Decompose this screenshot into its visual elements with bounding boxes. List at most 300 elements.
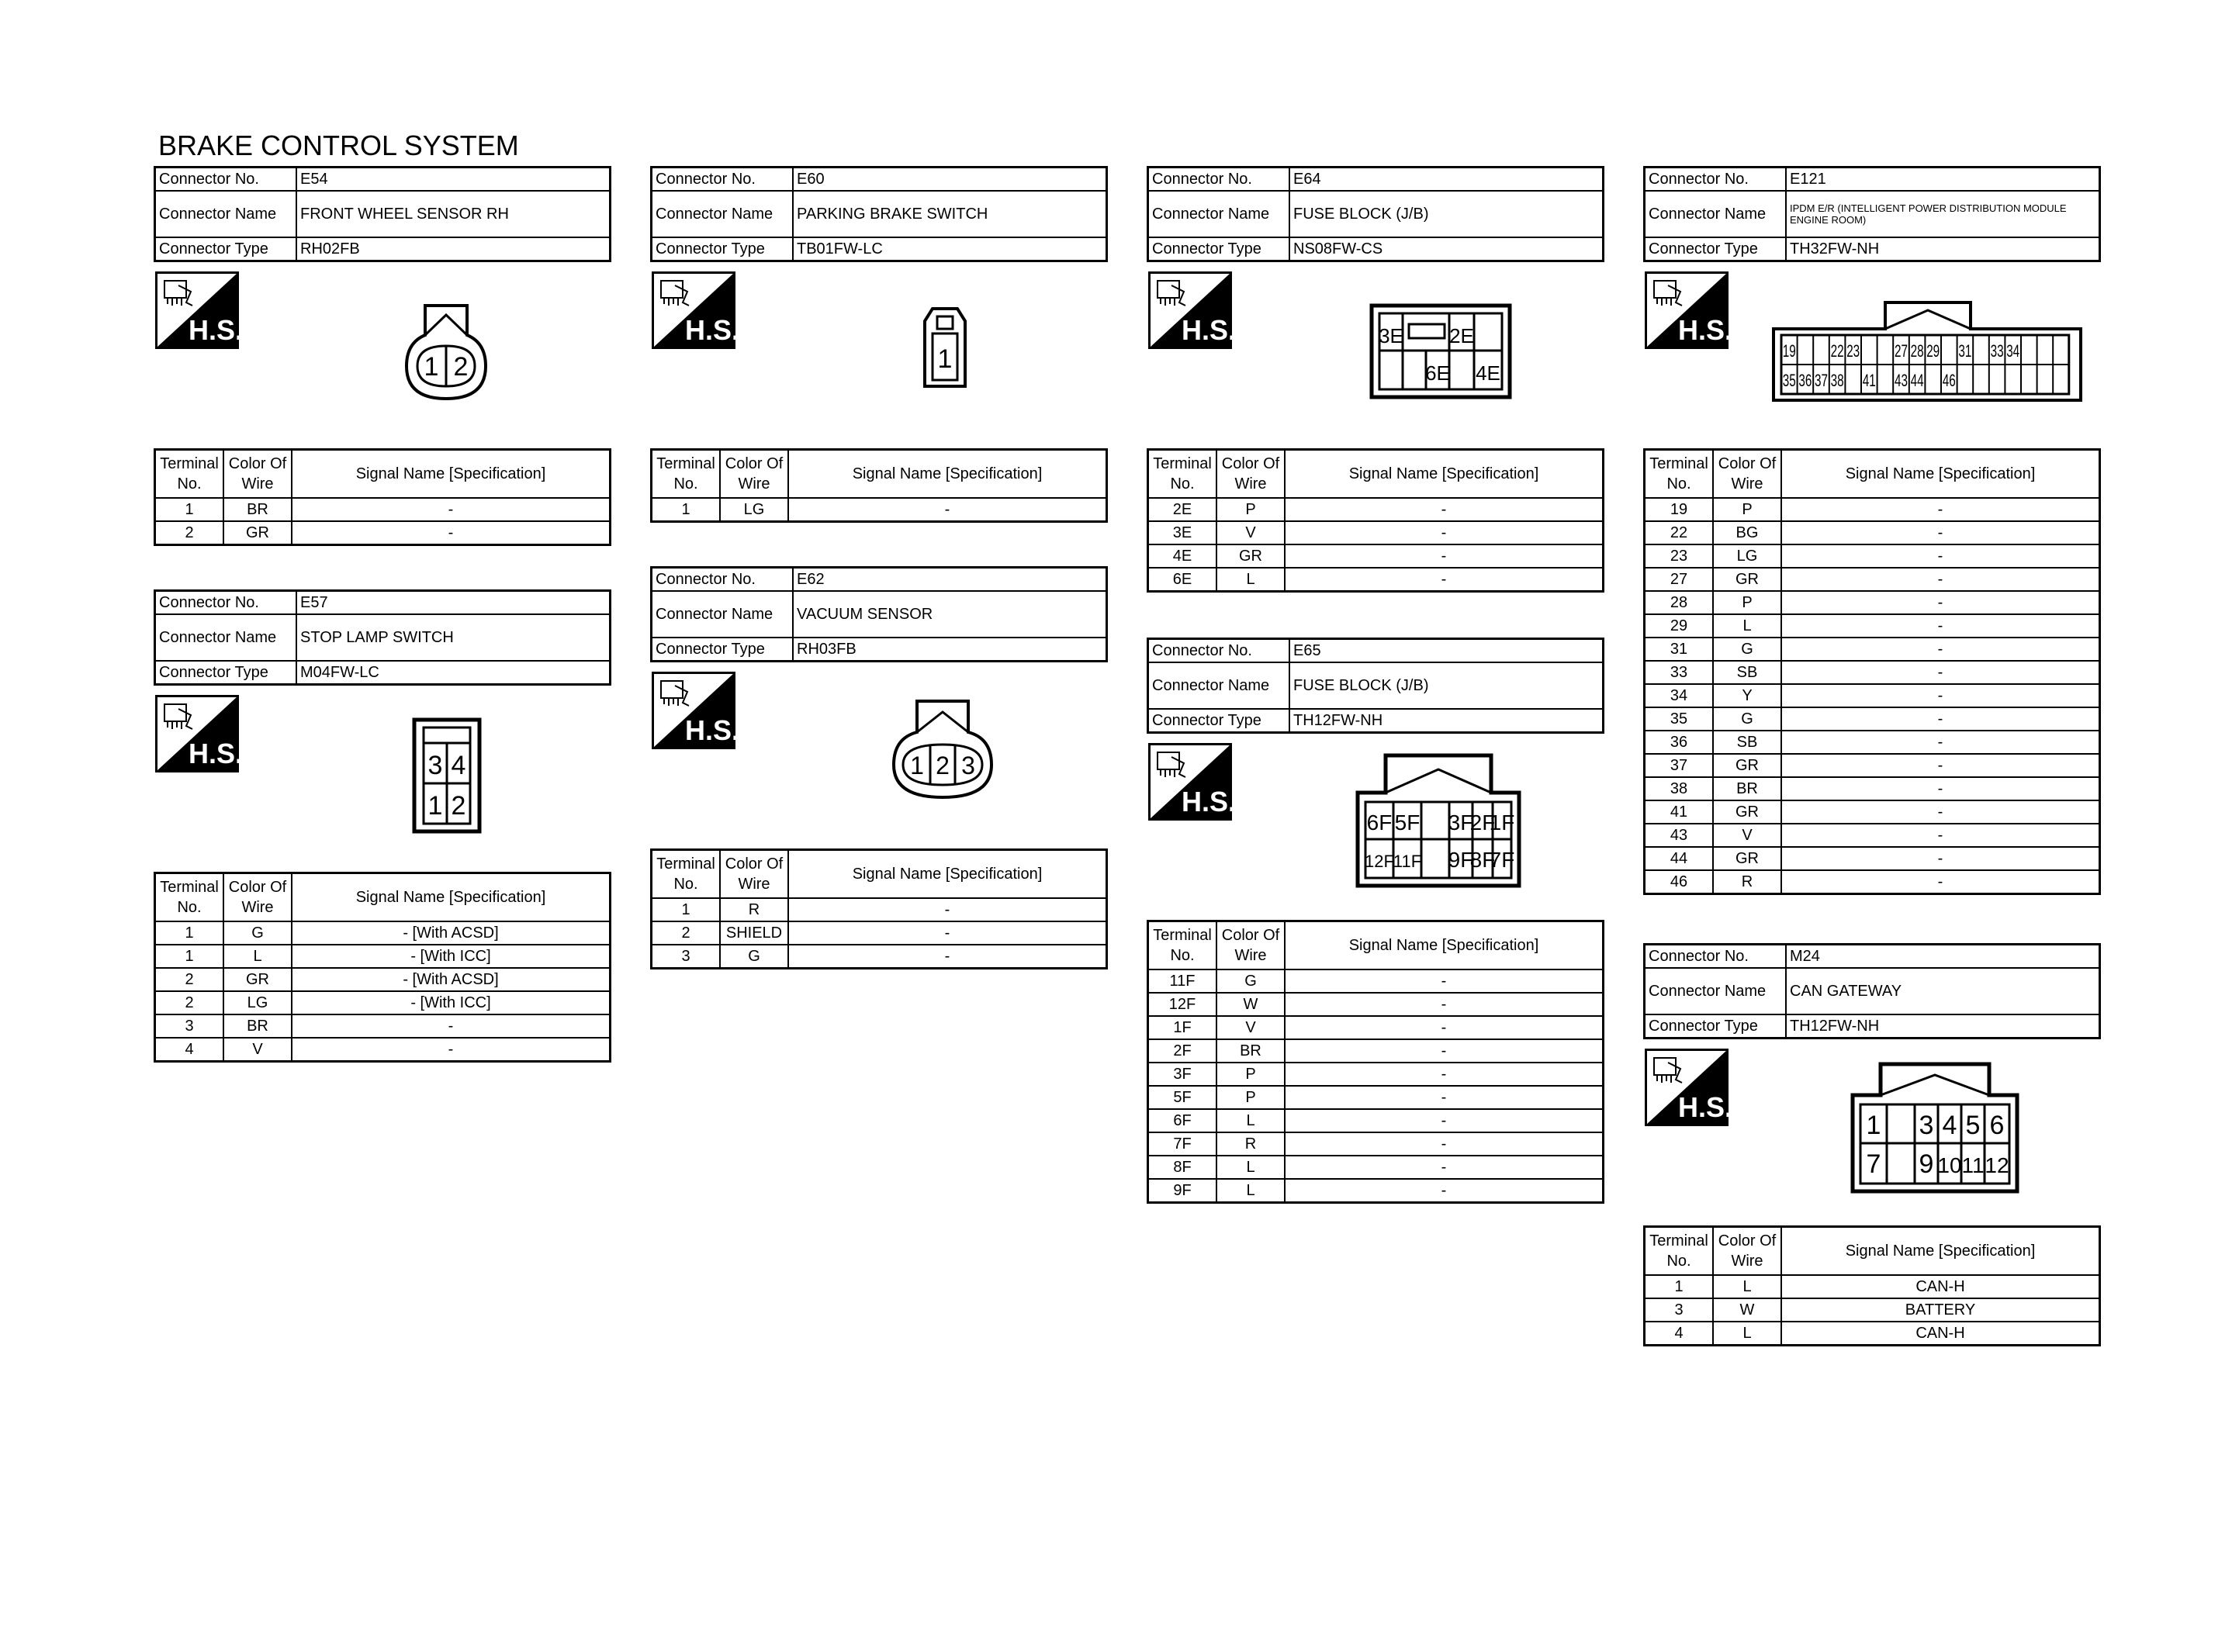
wire-color-cell: V (1216, 1016, 1285, 1039)
table-row (1645, 544, 2100, 568)
connector-no-value: E57 (296, 591, 611, 615)
hs-label: H.S. (188, 738, 239, 769)
pin-label: 5F (1394, 810, 1421, 835)
table-row (155, 1014, 611, 1038)
terminal-no-cell: 4 (155, 1038, 224, 1062)
terminal-no-cell: 33 (1645, 661, 1714, 684)
table-row (1645, 568, 2100, 591)
terminal-no-cell: 1 (155, 921, 224, 945)
connector-name-label: Connector Name (1148, 662, 1290, 709)
pin-label: 7 (1866, 1149, 1881, 1179)
terminal-table-e60 (650, 448, 1108, 523)
wire-color-cell: R (720, 898, 788, 921)
pin-label: 11 (1961, 1153, 1985, 1177)
wire-color-cell: GR (1713, 568, 1781, 591)
signal-name-cell: - (1285, 568, 1604, 592)
connector-info-e65 (1147, 638, 1604, 734)
wire-color-cell: V (223, 1038, 292, 1062)
pin-label: 19 (1782, 341, 1796, 361)
signal-name-header: Signal Name [Specification] (1285, 921, 1604, 970)
connector-no-label: Connector No. (1148, 168, 1290, 192)
table-row (1645, 498, 2100, 521)
signal-name-cell: - (292, 521, 611, 545)
terminal-no-cell: 1 (1645, 1275, 1714, 1298)
connector-no-value: M24 (1786, 945, 2100, 969)
table-row (155, 921, 611, 945)
terminal-table-e54 (154, 448, 611, 546)
terminal-no-cell: 11F (1148, 969, 1217, 993)
wire-color-cell: P (1216, 498, 1285, 521)
terminal-no-cell: 3E (1148, 521, 1217, 544)
wire-color-cell: SB (1713, 661, 1781, 684)
connector-name-label: Connector Name (1148, 191, 1290, 237)
table-row (1645, 661, 2100, 684)
connector-name-value: PARKING BRAKE SWITCH (793, 191, 1107, 237)
connector-name-label: Connector Name (652, 591, 794, 638)
signal-name-cell: - [With ACSD] (292, 921, 611, 945)
connector-name-value: VACUUM SENSOR (793, 591, 1107, 638)
terminal-no-cell: 1 (155, 498, 224, 521)
color-of-wire-header: Color Of Wire (1216, 921, 1285, 970)
terminal-table-e62 (650, 848, 1108, 969)
table-row (155, 1038, 611, 1062)
pin-label: 23 (1846, 341, 1860, 361)
signal-name-cell: - (1285, 1156, 1604, 1179)
pin-label: 10 (1937, 1153, 1962, 1177)
connector-no-value: E121 (1786, 168, 2100, 192)
terminal-no-cell: 4 (1645, 1322, 1714, 1346)
signal-name-cell: - (1285, 1086, 1604, 1109)
connector-name-value: FUSE BLOCK (J/B) (1289, 662, 1604, 709)
terminal-no-header: Terminal No. (652, 850, 721, 899)
terminal-no-header: Terminal No. (1148, 450, 1217, 499)
signal-name-cell: - (1781, 638, 2100, 661)
wire-color-cell: P (1713, 498, 1781, 521)
pin-label: 7F (1489, 848, 1515, 872)
wire-color-cell: BR (223, 498, 292, 521)
signal-name-cell: - (788, 898, 1107, 921)
table-row (1645, 847, 2100, 870)
harness-side-icon (1148, 743, 1232, 821)
signal-name-header: Signal Name [Specification] (788, 850, 1107, 899)
signal-name-cell: - (1285, 1179, 1604, 1203)
terminal-no-cell: 4E (1148, 544, 1217, 568)
pin-label: 9 (1919, 1149, 1934, 1179)
connector-no-value: E54 (296, 168, 611, 192)
terminal-no-header: Terminal No. (1645, 450, 1714, 499)
wire-color-cell: L (1216, 568, 1285, 592)
terminal-no-cell: 6E (1148, 568, 1217, 592)
wire-color-cell: L (1216, 1179, 1285, 1203)
pin-label: 1 (427, 791, 443, 821)
terminal-no-cell: 1 (155, 945, 224, 968)
wire-color-cell: SB (1713, 731, 1781, 754)
signal-name-cell: - (1285, 498, 1604, 521)
connector-no-label: Connector No. (155, 168, 297, 192)
signal-name-cell: - (292, 498, 611, 521)
table-row (1645, 1298, 2100, 1322)
harness-side-icon (155, 271, 239, 349)
pin-label: 4E (1476, 361, 1500, 385)
color-of-wire-header: Color Of Wire (720, 450, 788, 499)
connector-name-label: Connector Name (652, 191, 794, 237)
terminal-no-cell: 3 (1645, 1298, 1714, 1322)
terminal-no-cell: 2 (155, 991, 224, 1014)
signal-name-cell: - (788, 498, 1107, 522)
signal-name-cell: - (1285, 1132, 1604, 1156)
connector-type-label: Connector Type (652, 237, 794, 261)
signal-name-cell: - (1781, 847, 2100, 870)
connector-name-label: Connector Name (155, 191, 297, 237)
terminal-no-cell: 5F (1148, 1086, 1217, 1109)
page-title: BRAKE CONTROL SYSTEM (158, 130, 519, 161)
table-row (652, 921, 1107, 945)
terminal-no-cell: 23 (1645, 544, 1714, 568)
connector-face-e60 (922, 306, 968, 393)
connector-type-value: NS08FW-CS (1289, 237, 1604, 261)
pin-label: 4 (451, 751, 466, 780)
table-row (1148, 521, 1604, 544)
connector-type-label: Connector Type (155, 237, 297, 261)
signal-name-cell: - (292, 1038, 611, 1062)
connector-name-value: CAN GATEWAY (1786, 968, 2100, 1014)
connector-type-label: Connector Type (1148, 709, 1290, 733)
table-row (1148, 1132, 1604, 1156)
terminal-table-m24 (1643, 1225, 2101, 1346)
signal-name-cell: BATTERY (1781, 1298, 2100, 1322)
harness-side-icon (155, 695, 239, 772)
wire-color-cell: GR (1713, 754, 1781, 777)
wire-color-cell: G (1713, 638, 1781, 661)
pin-label: 6 (1989, 1111, 2005, 1140)
terminal-no-cell: 12F (1148, 993, 1217, 1016)
pin-label: 2 (453, 352, 469, 382)
pin-label: 9F (1448, 848, 1474, 872)
connector-no-value: E60 (793, 168, 1107, 192)
wire-color-cell: R (1713, 870, 1781, 894)
pin-label: 3E (1379, 324, 1403, 347)
wire-color-cell: L (1216, 1109, 1285, 1132)
hs-label: H.S. (684, 314, 735, 346)
signal-name-cell: - (1781, 824, 2100, 847)
signal-name-cell: - (1781, 777, 2100, 800)
pin-label: 46 (1942, 371, 1956, 390)
wire-color-cell: BR (223, 1014, 292, 1038)
connector-type-label: Connector Type (1645, 237, 1787, 261)
wire-color-cell: G (1216, 969, 1285, 993)
table-row (1148, 1086, 1604, 1109)
connector-type-label: Connector Type (1148, 237, 1290, 261)
connector-type-value: TB01FW-LC (793, 237, 1107, 261)
connector-info-e64 (1147, 166, 1604, 262)
terminal-no-cell: 38 (1645, 777, 1714, 800)
terminal-no-cell: 2F (1148, 1039, 1217, 1063)
wire-color-cell: V (1216, 521, 1285, 544)
signal-name-cell: - (1781, 870, 2100, 894)
signal-name-cell: - (1285, 544, 1604, 568)
terminal-table-e57 (154, 872, 611, 1063)
signal-name-header: Signal Name [Specification] (1285, 450, 1604, 499)
connector-type-label: Connector Type (1645, 1014, 1787, 1039)
signal-name-header: Signal Name [Specification] (292, 450, 611, 499)
hs-label: H.S. (188, 314, 239, 346)
pin-label: 2F (1469, 810, 1496, 835)
table-row (155, 498, 611, 521)
connector-face-e121 (1770, 299, 2085, 407)
pin-label: 43 (1895, 371, 1908, 390)
signal-name-cell: - (1285, 521, 1604, 544)
signal-name-cell: - (1781, 800, 2100, 824)
connector-no-label: Connector No. (155, 591, 297, 615)
table-row (1645, 521, 2100, 544)
connector-name-label: Connector Name (1645, 968, 1787, 1014)
wire-color-cell: L (1713, 614, 1781, 638)
connector-face-e65 (1355, 752, 1522, 893)
pin-label: 8F (1469, 848, 1496, 872)
connector-no-value: E65 (1289, 639, 1604, 663)
table-row (1148, 1016, 1604, 1039)
wire-color-cell: R (1216, 1132, 1285, 1156)
terminal-no-cell: 1F (1148, 1016, 1217, 1039)
terminal-no-cell: 19 (1645, 498, 1714, 521)
table-row (1148, 1156, 1604, 1179)
pin-label: 3 (1919, 1111, 1934, 1140)
pin-label: 1F (1489, 810, 1515, 835)
table-row (1148, 498, 1604, 521)
hs-label: H.S. (1677, 314, 1729, 346)
color-of-wire-header: Color Of Wire (720, 850, 788, 899)
connector-face-e64 (1369, 302, 1513, 404)
terminal-no-cell: 2 (155, 521, 224, 545)
pin-label: 1 (424, 352, 439, 382)
color-of-wire-header: Color Of Wire (1713, 450, 1781, 499)
terminal-no-cell: 6F (1148, 1109, 1217, 1132)
table-row (1148, 544, 1604, 568)
harness-side-icon (1645, 271, 1729, 349)
pin-label: 1 (910, 752, 924, 779)
signal-name-cell: - (1781, 661, 2100, 684)
connector-info-e57 (154, 589, 611, 686)
signal-name-cell: - (1781, 544, 2100, 568)
signal-name-cell: - (1781, 731, 2100, 754)
hs-label: H.S. (1181, 314, 1232, 346)
connector-no-label: Connector No. (1645, 945, 1787, 969)
wire-color-cell: P (1216, 1086, 1285, 1109)
wire-color-cell: BR (1216, 1039, 1285, 1063)
table-row (1645, 638, 2100, 661)
wire-color-cell: BR (1713, 777, 1781, 800)
harness-side-icon (1148, 271, 1232, 349)
connector-type-value: TH12FW-NH (1786, 1014, 2100, 1039)
terminal-no-cell: 2 (652, 921, 721, 945)
signal-name-cell: - (1285, 1109, 1604, 1132)
connector-name-value: STOP LAMP SWITCH (296, 614, 611, 661)
terminal-no-cell: 9F (1148, 1179, 1217, 1203)
table-row (1645, 870, 2100, 894)
connector-face-e57 (411, 717, 483, 838)
wire-color-cell: LG (223, 991, 292, 1014)
wire-color-cell: L (1713, 1275, 1781, 1298)
terminal-no-cell: 41 (1645, 800, 1714, 824)
connector-no-value: E64 (1289, 168, 1604, 192)
connector-info-e62 (650, 566, 1108, 662)
wire-color-cell: GR (223, 968, 292, 991)
terminal-no-cell: 2E (1148, 498, 1217, 521)
pin-label: 38 (1830, 371, 1844, 390)
pin-label: 6E (1425, 361, 1450, 385)
signal-name-cell: - (1781, 614, 2100, 638)
signal-name-cell: CAN-H (1781, 1322, 2100, 1346)
wire-color-cell: Y (1713, 684, 1781, 707)
terminal-no-cell: 3F (1148, 1063, 1217, 1086)
terminal-no-cell: 46 (1645, 870, 1714, 894)
signal-name-cell: - (1781, 591, 2100, 614)
signal-name-cell: - (1781, 568, 2100, 591)
terminal-no-header: Terminal No. (155, 450, 224, 499)
signal-name-header: Signal Name [Specification] (1781, 450, 2100, 499)
signal-name-cell: - [With ACSD] (292, 968, 611, 991)
terminal-no-cell: 3 (652, 945, 721, 969)
wire-color-cell: W (1713, 1298, 1781, 1322)
pin-label: 36 (1798, 371, 1812, 390)
terminal-no-cell: 1 (652, 898, 721, 921)
signal-name-cell: - (1781, 684, 2100, 707)
terminal-no-cell: 28 (1645, 591, 1714, 614)
pin-label: 44 (1910, 371, 1924, 390)
pin-label: 4 (1942, 1111, 1957, 1140)
wire-color-cell: LG (1713, 544, 1781, 568)
connector-no-label: Connector No. (652, 168, 794, 192)
connector-type-value: TH12FW-NH (1289, 709, 1604, 733)
hs-label: H.S. (684, 714, 735, 746)
terminal-no-header: Terminal No. (652, 450, 721, 499)
table-row (1645, 614, 2100, 638)
table-row (1148, 993, 1604, 1016)
connector-type-value: M04FW-LC (296, 661, 611, 685)
signal-name-cell: CAN-H (1781, 1275, 2100, 1298)
signal-name-cell: - (1285, 1016, 1604, 1039)
connector-face-e62 (891, 698, 995, 806)
table-row (1148, 1039, 1604, 1063)
hs-label: H.S. (1181, 786, 1232, 817)
terminal-no-cell: 2 (155, 968, 224, 991)
connector-face-m24 (1850, 1061, 2020, 1198)
wire-color-cell: G (1713, 707, 1781, 731)
wire-color-cell: SHIELD (720, 921, 788, 945)
connector-info-e60 (650, 166, 1108, 262)
connector-no-value: E62 (793, 568, 1107, 592)
table-row (155, 945, 611, 968)
wire-color-cell: GR (1713, 800, 1781, 824)
terminal-no-cell: 43 (1645, 824, 1714, 847)
connector-type-label: Connector Type (155, 661, 297, 685)
wire-color-cell: L (1216, 1156, 1285, 1179)
signal-name-header: Signal Name [Specification] (292, 873, 611, 922)
pin-label: 28 (1910, 341, 1924, 361)
signal-name-cell: - (1285, 1039, 1604, 1063)
signal-name-cell: - (788, 945, 1107, 969)
signal-name-cell: - (1781, 498, 2100, 521)
pin-label: 12 (1985, 1153, 2009, 1177)
connector-no-label: Connector No. (1645, 168, 1787, 192)
wire-color-cell: GR (1216, 544, 1285, 568)
color-of-wire-header: Color Of Wire (1216, 450, 1285, 499)
table-row (652, 898, 1107, 921)
table-row (1645, 684, 2100, 707)
wire-color-cell: V (1713, 824, 1781, 847)
terminal-no-header: Terminal No. (1645, 1227, 1714, 1276)
terminal-no-header: Terminal No. (1148, 921, 1217, 970)
connector-name-value: FUSE BLOCK (J/B) (1289, 191, 1604, 237)
pin-label: 41 (1862, 371, 1876, 390)
table-row (1645, 707, 2100, 731)
table-row (1645, 777, 2100, 800)
table-row (155, 521, 611, 545)
pin-label: 37 (1815, 371, 1828, 390)
terminal-no-cell: 1 (652, 498, 721, 522)
terminal-no-cell: 22 (1645, 521, 1714, 544)
pin-label: 33 (1990, 341, 2004, 361)
table-row (155, 968, 611, 991)
table-row (652, 498, 1107, 522)
wire-color-cell: BG (1713, 521, 1781, 544)
table-row (1645, 800, 2100, 824)
pin-label: 35 (1782, 371, 1796, 390)
table-row (652, 945, 1107, 969)
wire-color-cell: P (1216, 1063, 1285, 1086)
pin-label: 27 (1895, 341, 1908, 361)
pin-label: 2 (451, 791, 466, 821)
connector-type-label: Connector Type (652, 638, 794, 662)
wire-color-cell: L (223, 945, 292, 968)
pin-label: 5 (1965, 1111, 1981, 1140)
terminal-no-cell: 31 (1645, 638, 1714, 661)
signal-name-cell: - [With ICC] (292, 991, 611, 1014)
wire-color-cell: W (1216, 993, 1285, 1016)
signal-name-cell: - (292, 1014, 611, 1038)
pin-label: 2E (1449, 324, 1474, 347)
connector-info-e54 (154, 166, 611, 262)
harness-side-icon (652, 271, 735, 349)
terminal-no-cell: 36 (1645, 731, 1714, 754)
table-row (1645, 754, 2100, 777)
table-row (1645, 1275, 2100, 1298)
table-row (1645, 1322, 2100, 1346)
pin-label: 3 (427, 751, 443, 780)
wire-color-cell: GR (223, 521, 292, 545)
connector-info-m24 (1643, 943, 2101, 1039)
color-of-wire-header: Color Of Wire (223, 873, 292, 922)
table-row (1645, 591, 2100, 614)
terminal-no-cell: 44 (1645, 847, 1714, 870)
signal-name-header: Signal Name [Specification] (1781, 1227, 2100, 1276)
terminal-no-cell: 27 (1645, 568, 1714, 591)
terminal-no-cell: 37 (1645, 754, 1714, 777)
wire-color-cell: GR (1713, 847, 1781, 870)
pin-label: 1 (937, 344, 953, 374)
table-row (155, 991, 611, 1014)
terminal-no-cell: 29 (1645, 614, 1714, 638)
terminal-no-header: Terminal No. (155, 873, 224, 922)
connector-type-value: RH03FB (793, 638, 1107, 662)
harness-side-icon (1645, 1049, 1729, 1126)
pin-label: 12F (1365, 852, 1394, 871)
table-row (1645, 731, 2100, 754)
pin-label: 22 (1830, 341, 1844, 361)
table-row (1148, 1063, 1604, 1086)
pin-label: 29 (1926, 341, 1940, 361)
connector-name-label: Connector Name (1645, 191, 1787, 237)
